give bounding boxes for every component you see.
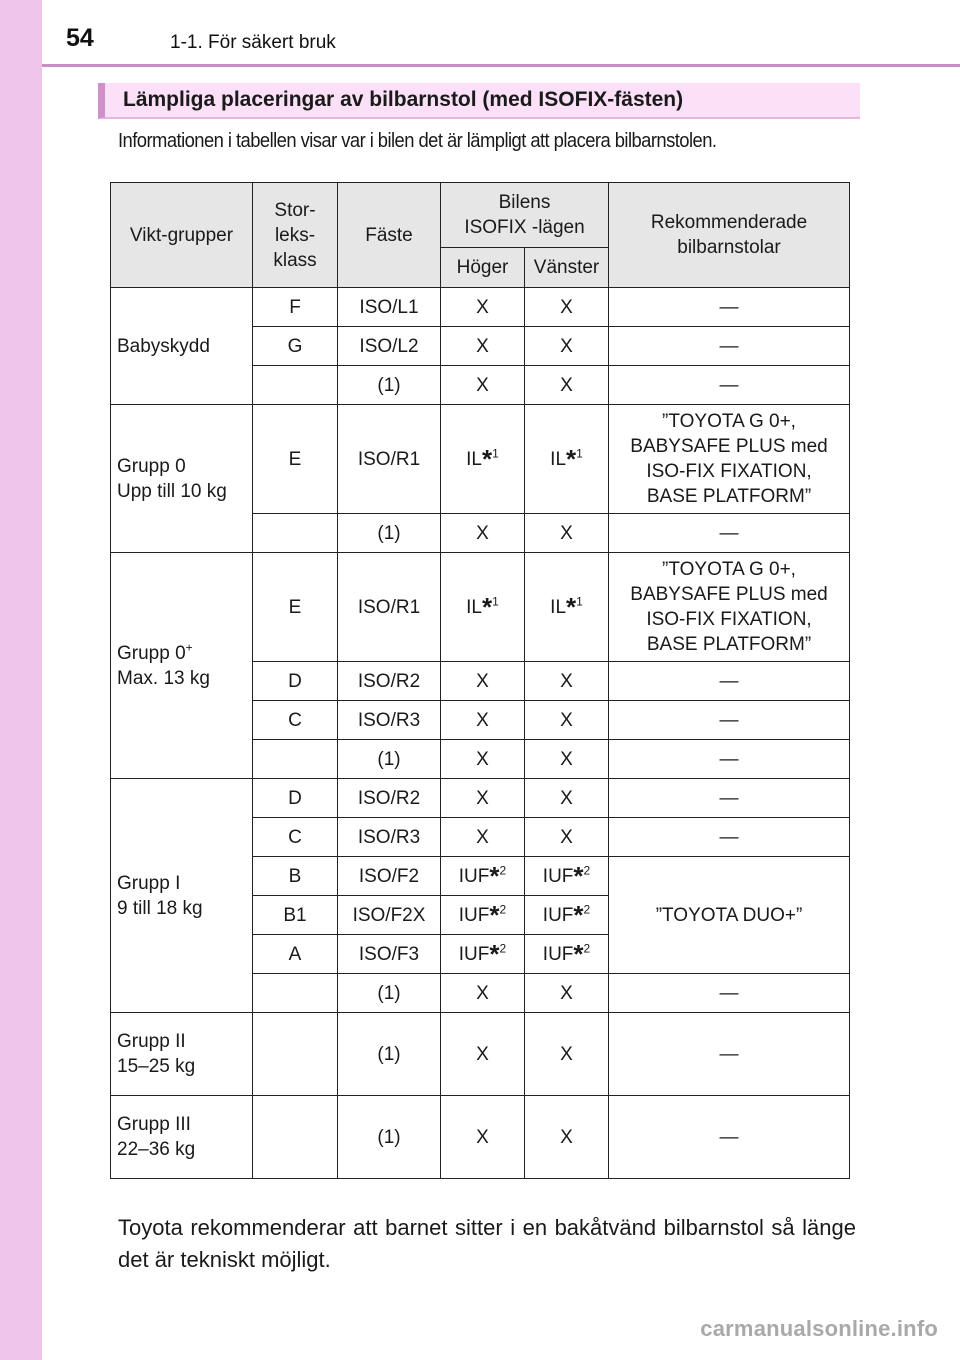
right-cell: X [441,662,525,701]
left-cell: X [525,740,609,779]
fixture-cell: ISO/F3 [338,935,441,974]
left-cell: X [525,327,609,366]
size-class-cell [253,366,338,405]
recommended-cell: — [609,701,850,740]
header-size-class: Stor- leks- klass [253,183,338,288]
recommended-cell: — [609,974,850,1013]
group-grupp-3: Grupp III 22–36 kg [111,1096,253,1179]
left-cell: X [525,779,609,818]
fixture-cell: ISO/R2 [338,662,441,701]
table-row [111,553,850,662]
recommended-cell: — [609,327,850,366]
size-class-cell: B1 [253,896,338,935]
fixture-cell: ISO/F2X [338,896,441,935]
fixture-cell: (1) [338,1013,441,1096]
fixture-cell: (1) [338,974,441,1013]
right-cell: IL*$^1$ [441,405,525,514]
table-row [111,779,850,818]
table-row [111,288,850,327]
size-class-cell: E [253,405,338,514]
group-babyskydd: Babyskydd [111,288,253,405]
recommended-cell: — [609,662,850,701]
group-grupp-1: Grupp I 9 till 18 kg [111,779,253,1013]
left-cell: X [525,974,609,1013]
footnote-star: * [489,938,500,969]
size-class-cell: F [253,288,338,327]
right-cell: X [441,514,525,553]
recommended-cell: ”TOYOTA G 0+, BABYSAFE PLUS med ISO-FIX FIXATION, BASE PLATFORM” [609,553,850,662]
page-number: 54 [66,24,94,52]
chapter-title: 1-1. För säkert bruk [170,32,336,53]
left-cell: X [525,1013,609,1096]
section-title: Lämpliga placeringar av bilbarnstol (med ISOFIX-fästen) [123,88,684,111]
footnote-star: * [482,591,493,622]
size-class-cell: C [253,701,338,740]
size-class-cell: G [253,327,338,366]
size-class-cell [253,514,338,553]
table-header-row [111,183,850,248]
right-cell: X [441,740,525,779]
left-cell: X [525,1096,609,1179]
right-cell: IUF*$^2$ [441,857,525,896]
side-tab-band [0,0,42,1360]
right-cell: X [441,701,525,740]
header-isofix-positions: Bilens ISOFIX -lägen [441,183,609,248]
right-cell: X [441,779,525,818]
fixture-cell: ISO/L1 [338,288,441,327]
header-recommended: Rekommenderade bilbarnstolar [609,183,850,288]
intro-text: Informationen i tabellen visar var i bilen det är lämpligt att placera bilbarnstolen. [118,130,717,152]
footnote-star: * [482,443,493,474]
size-class-cell [253,1096,338,1179]
header-weight-groups: Vikt-grupper [111,183,253,288]
left-cell: IUF*$^2$ [525,896,609,935]
right-cell: X [441,974,525,1013]
footnote-star: * [566,591,577,622]
recommended-cell: — [609,366,850,405]
header-right: Höger [441,247,525,287]
footnote-star: * [489,860,500,891]
left-cell: IUF*$^2$ [525,935,609,974]
left-cell: IUF*$^2$ [525,857,609,896]
right-cell: X [441,366,525,405]
recommended-cell: — [609,1013,850,1096]
group-grupp-0-plus: Grupp 0+ Max. 13 kg [111,553,253,779]
left-cell: X [525,818,609,857]
fixture-cell: ISO/F2 [338,857,441,896]
recommended-cell: — [609,740,850,779]
size-class-cell: D [253,662,338,701]
fixture-cell: (1) [338,1096,441,1179]
left-cell: X [525,288,609,327]
group-grupp-0: Grupp 0 Upp till 10 kg [111,405,253,553]
group-grupp-2: Grupp II 15–25 kg [111,1013,253,1096]
size-class-cell: E [253,553,338,662]
table-row [111,1013,850,1096]
footer-note: Toyota rekommenderar att barnet sitter i en bakåtvänd bilbarnstol så länge det är tekniskt möjligt. [118,1215,856,1272]
page-header [0,0,960,68]
recommended-cell: — [609,818,850,857]
fixture-cell: (1) [338,514,441,553]
footnote-star: * [573,860,584,891]
fixture-cell: ISO/L2 [338,327,441,366]
right-cell: X [441,1096,525,1179]
left-cell: X [525,366,609,405]
left-cell: X [525,701,609,740]
fixture-cell: ISO/R3 [338,818,441,857]
fixture-cell: (1) [338,740,441,779]
size-class-cell [253,1013,338,1096]
recommended-cell: ”TOYOTA DUO+” [609,857,850,974]
table-row [111,405,850,514]
right-cell: IUF*$^2$ [441,935,525,974]
fixture-cell: (1) [338,366,441,405]
right-cell: X [441,1013,525,1096]
child-seat-table [110,182,850,1179]
size-class-cell: B [253,857,338,896]
footnote-star: * [573,899,584,930]
fixture-cell: ISO/R1 [338,553,441,662]
recommended-cell: — [609,288,850,327]
size-class-cell: A [253,935,338,974]
size-class-cell [253,974,338,1013]
size-class-cell: C [253,818,338,857]
right-cell: X [441,288,525,327]
size-class-cell: D [253,779,338,818]
watermark-text: carmanualsonline.info [700,1316,938,1341]
left-cell: IL*$^1$ [525,405,609,514]
fixture-cell: ISO/R3 [338,701,441,740]
header-left: Vänster [525,247,609,287]
fixture-cell: ISO/R1 [338,405,441,514]
header-divider [42,64,960,67]
fixture-cell: ISO/R2 [338,779,441,818]
right-cell: IUF*$^2$ [441,896,525,935]
header-fixture: Fäste [338,183,441,288]
right-cell: X [441,327,525,366]
footnote-star: * [566,443,577,474]
size-class-cell [253,740,338,779]
recommended-cell: ”TOYOTA G 0+, BABYSAFE PLUS med ISO-FIX FIXATION, BASE PLATFORM” [609,405,850,514]
footnote-star: * [573,938,584,969]
recommended-cell: — [609,514,850,553]
section-heading-bar [98,83,860,119]
footnote-star: * [489,899,500,930]
right-cell: IL*$^1$ [441,553,525,662]
recommended-cell: — [609,1096,850,1179]
table-row [111,1096,850,1179]
recommended-cell: — [609,779,850,818]
right-cell: X [441,818,525,857]
left-cell: IL*$^1$ [525,553,609,662]
left-cell: X [525,514,609,553]
left-cell: X [525,662,609,701]
